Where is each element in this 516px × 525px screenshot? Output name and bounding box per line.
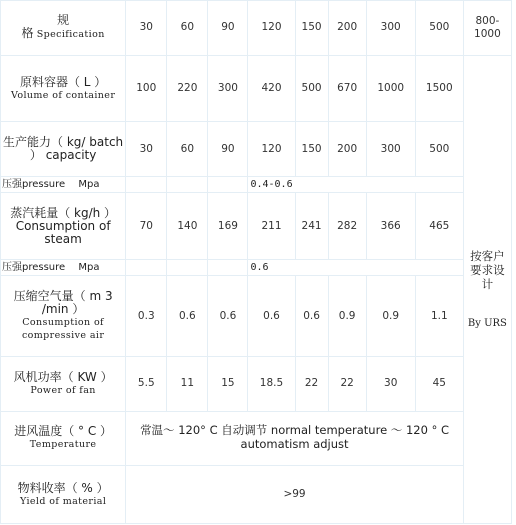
- volume-row: [1, 56, 511, 122]
- steam-cell: 465: [416, 193, 463, 259]
- spec-label-cn-b: 格: [21, 26, 34, 41]
- yield-label-en: Yield of material: [19, 495, 107, 507]
- fan-label-cn: 风机功率（ KW ）: [13, 369, 113, 384]
- temperature-value-text: 常温～ 120° C 自动调节 normal temperature ～ 120 ° C automatism adjust: [140, 423, 450, 452]
- empty-cell: [126, 177, 166, 192]
- empty-cell: [167, 177, 207, 192]
- empty-cell: [208, 260, 247, 275]
- yield-label-cell: [1, 466, 125, 523]
- volume-label-cn: 原料容器（ L ）: [19, 74, 107, 89]
- model-cell: 120: [248, 1, 294, 55]
- air-cell: 0.6: [248, 276, 294, 356]
- temperature-value: [126, 412, 463, 466]
- capacity-cell: 300: [367, 122, 415, 176]
- steam-cell: 366: [367, 193, 415, 259]
- volume-cell: 500: [296, 56, 328, 122]
- capacity-cell: 90: [208, 122, 247, 176]
- fan-cell: 45: [416, 357, 463, 411]
- model-cell: 300: [367, 1, 415, 55]
- steam-cell: 241: [296, 193, 328, 259]
- side-note-cell: [464, 56, 511, 523]
- empty-cell: [167, 260, 207, 275]
- side-note-en: By URS: [467, 317, 507, 329]
- air-label-en: Consumption of compressive air: [21, 317, 105, 342]
- model-cell: 60: [167, 1, 207, 55]
- air-cell: 0.6: [296, 276, 328, 356]
- steam-cell: 169: [208, 193, 247, 259]
- volume-cell: 220: [167, 56, 207, 122]
- steam-label: 蒸汽耗量（ kg/h ） Consumption of steam: [1, 193, 125, 259]
- volume-cell: 300: [208, 56, 247, 122]
- yield-value: >99: [126, 466, 463, 523]
- yield-row: [1, 466, 511, 523]
- air-cell: 0.6: [167, 276, 207, 356]
- air-cell: 0.9: [329, 276, 366, 356]
- side-note-cn: 按客户要求设计: [470, 248, 505, 291]
- temperature-label-en: Temperature: [29, 439, 97, 451]
- empty-cell: [208, 177, 247, 192]
- fan-cell: 30: [367, 357, 415, 411]
- temperature-label-cell: [1, 412, 125, 466]
- volume-cell: 1500: [416, 56, 463, 122]
- model-cell: 800-1000: [464, 1, 511, 55]
- volume-cell: 420: [248, 56, 294, 122]
- pressure-value-1: 0.4-0.6: [248, 177, 462, 192]
- fan-cell: 15: [208, 357, 247, 411]
- capacity-cell: 120: [248, 122, 294, 176]
- model-cell: 150: [296, 1, 328, 55]
- volume-label-cell: [1, 56, 125, 122]
- model-cell: 500: [416, 1, 463, 55]
- air-cell: 0.9: [367, 276, 415, 356]
- capacity-cell: 500: [416, 122, 463, 176]
- capacity-cell: 200: [329, 122, 366, 176]
- air-cell: 0.6: [208, 276, 247, 356]
- capacity-label: 生产能力（ kg/ batch ） capacity: [1, 122, 125, 176]
- steam-cell: 70: [126, 193, 166, 259]
- temperature-row: [1, 412, 511, 466]
- volume-cell: 670: [329, 56, 366, 122]
- pressure-row-1: [1, 177, 511, 192]
- fan-label-en: Power of fan: [30, 384, 96, 396]
- steam-cell: 211: [248, 193, 294, 259]
- spec-label-cn-a: 规: [57, 13, 70, 28]
- air-label-cell: [1, 276, 125, 356]
- spec-row: [1, 1, 511, 55]
- fan-cell: 5.5: [126, 357, 166, 411]
- fan-row: [1, 357, 511, 411]
- pressure-label-1: 压强pressure Mpa: [1, 177, 125, 192]
- capacity-cell: 60: [167, 122, 207, 176]
- fan-cell: 22: [329, 357, 366, 411]
- air-cell: 1.1: [416, 276, 463, 356]
- fan-cell: 22: [296, 357, 328, 411]
- pressure-row-2: [1, 260, 511, 275]
- air-row: [1, 276, 511, 356]
- yield-label-cn: 物料收率（ % ）: [17, 480, 109, 495]
- volume-label-en: Volume of container: [10, 89, 116, 101]
- air-label-cn: 压缩空气量（ m 3 /min ）: [13, 289, 113, 317]
- model-cell: 30: [126, 1, 166, 55]
- steam-row: [1, 193, 511, 259]
- spec-label-cell: [1, 1, 125, 55]
- capacity-cell: 30: [126, 122, 166, 176]
- temperature-label-cn: 进风温度（ ° C ）: [14, 424, 113, 439]
- model-cell: 90: [208, 1, 247, 55]
- pressure-label-2: 压强pressure Mpa: [1, 260, 125, 275]
- steam-cell: 140: [167, 193, 207, 259]
- steam-cell: 282: [329, 193, 366, 259]
- empty-cell: [126, 260, 166, 275]
- capacity-cell: 150: [296, 122, 328, 176]
- pressure-value-2: 0.6: [248, 260, 462, 275]
- air-cell: 0.3: [126, 276, 166, 356]
- volume-cell: 100: [126, 56, 166, 122]
- fan-cell: 11: [167, 357, 207, 411]
- model-cell: 200: [329, 1, 366, 55]
- capacity-row: [1, 122, 511, 176]
- spec-label-en: Specification: [36, 29, 105, 41]
- fan-cell: 18.5: [248, 357, 294, 411]
- fan-label-cell: [1, 357, 125, 411]
- volume-cell: 1000: [367, 56, 415, 122]
